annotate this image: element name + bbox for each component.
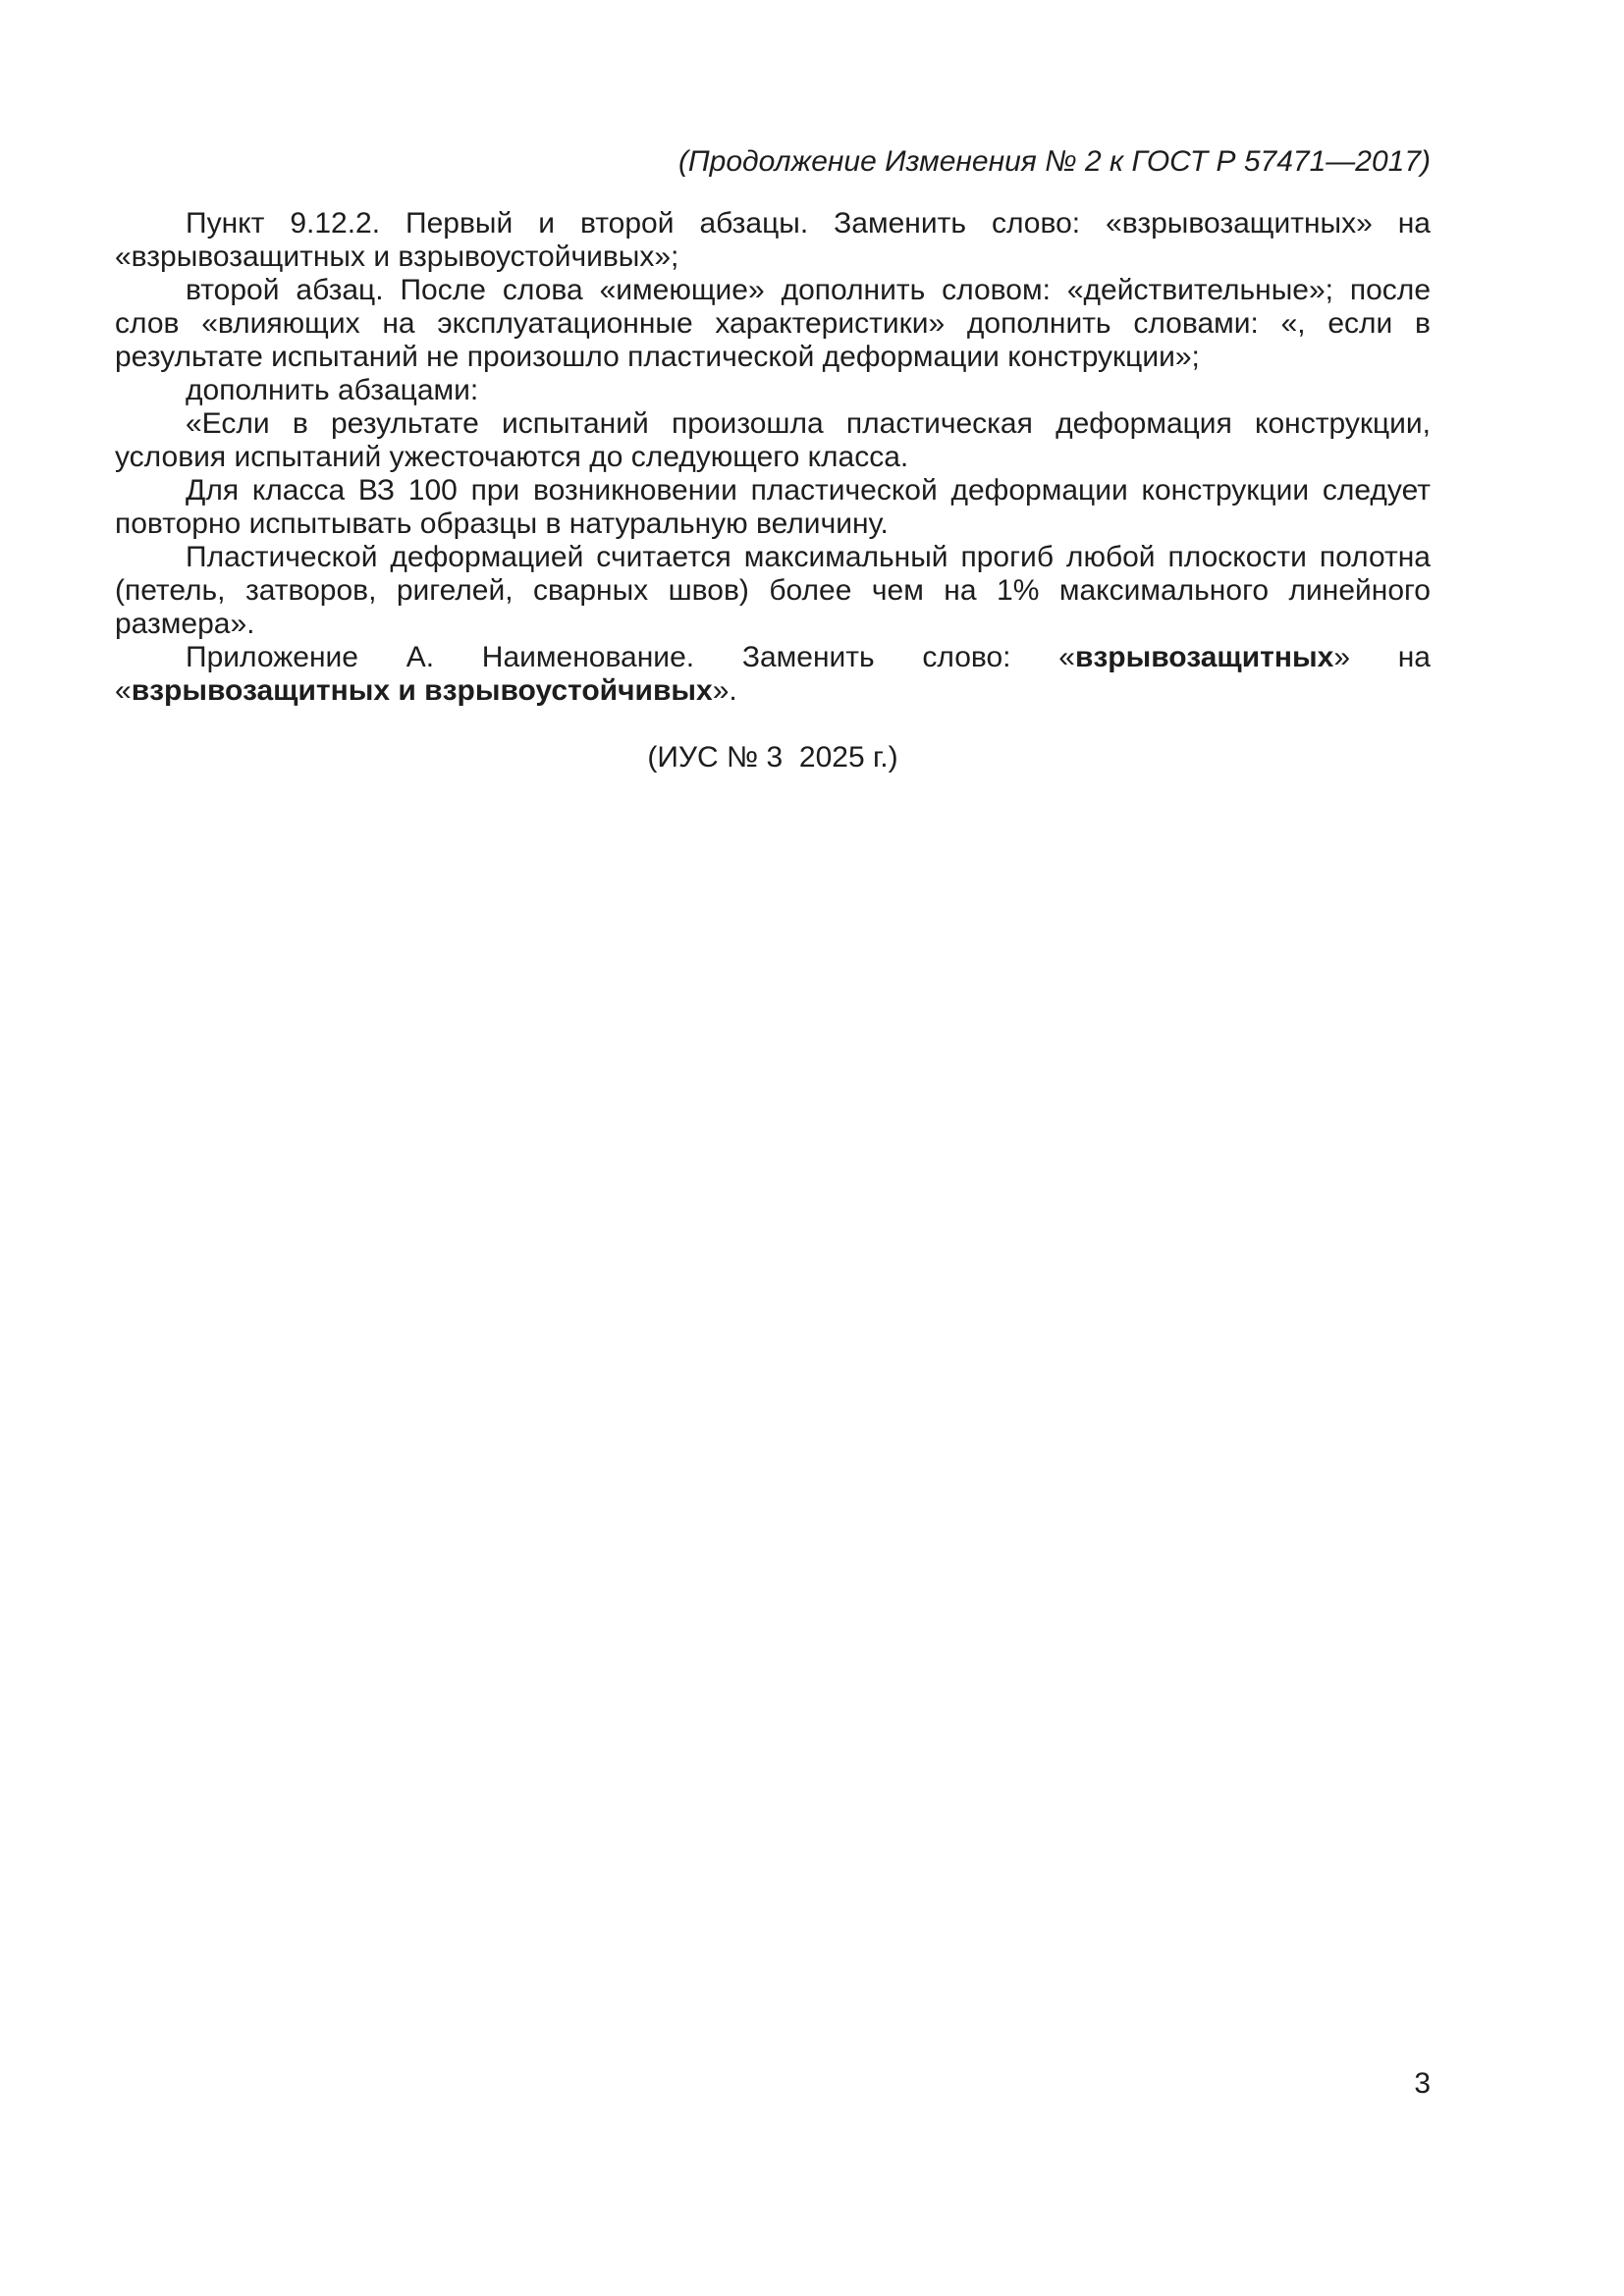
paragraph-dlya-klassa-vz100: Для класса ВЗ 100 при возникновении пластической деформации конструкции следует повторно испытывать образцы в натуральную величину.: [115, 474, 1431, 540]
paragraph-dopolnit-abzacami: дополнить абзацами:: [186, 374, 479, 406]
paragraph-plasticheskaya-deformacia: Пластической деформацией считается максимальный прогиб любой плоскости полотна (петель, затворов, ригелей, сварных швов) более чем на 1% максимального линейного размера».: [115, 541, 1431, 640]
appendix-text-mid: » на «: [115, 641, 1431, 707]
paragraph-second-abzac: второй абзац. После слова «имеющие» дополнить словом: «действительные»; после слов «влияющих на эксплуатационные характеристики» дополнить словами: «, если в результате испытаний не произошло пластической деформации конструкции»;: [115, 274, 1431, 373]
appendix-bold-term-1: взрывозащитных: [1074, 641, 1334, 673]
paragraph-appendix-a: [115, 641, 1431, 708]
paragraph-esli-deformacia: «Если в результате испытаний произошла пластическая деформация конструкции, условия испытаний ужесточаются до следующего класса.: [115, 407, 1431, 473]
running-header: (Продолжение Изменения № 2 к ГОСТ Р 57471—2017): [677, 145, 1431, 178]
appendix-bold-term-2: взрывозащитных и взрывоустойчивых: [131, 674, 713, 707]
appendix-text-prefix: Приложение А. Наименование. Заменить слово: «: [186, 641, 1075, 673]
page-number: 3: [1414, 2067, 1431, 2100]
appendix-text-suffix: ».: [712, 674, 737, 707]
ius-issue-note: (ИУС № 3 2025 г.): [647, 741, 898, 774]
paragraph-punkt-9-12-2: Пункт 9.12.2. Первый и второй абзацы. Заменить слово: «взрывозащитных» на «взрывозащитных и взрывоустойчивых»;: [115, 207, 1431, 273]
document-body: [115, 207, 1431, 774]
